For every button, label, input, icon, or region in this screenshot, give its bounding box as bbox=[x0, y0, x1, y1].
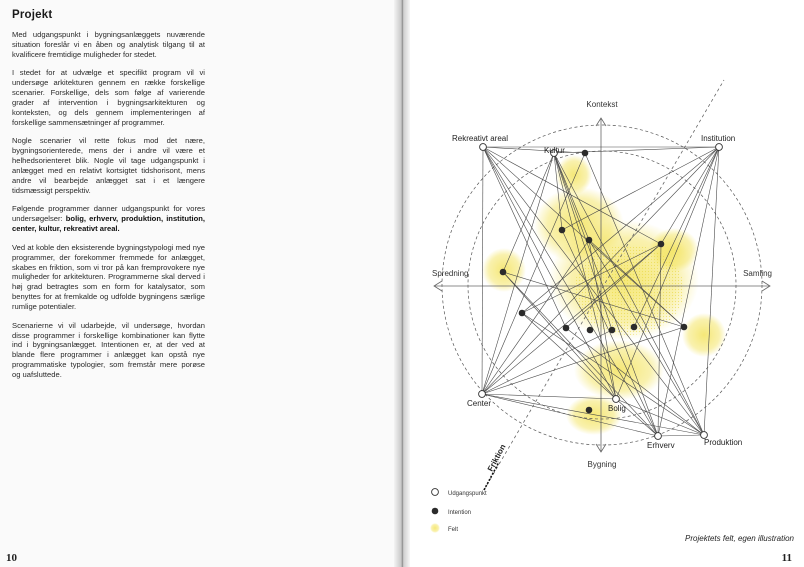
label-center: Center bbox=[467, 399, 492, 408]
intention-dot bbox=[582, 150, 589, 157]
paragraph-4 bbox=[12, 204, 205, 234]
project-field-diagram bbox=[404, 0, 804, 567]
intention-dot bbox=[563, 325, 570, 332]
node-erhverv bbox=[655, 433, 662, 440]
connection-line bbox=[482, 394, 658, 436]
paragraph-6: Scenarierne vi vil udarbejde, vil undersøge, hvordan disse programmer i forskellige kombinationer kan flytte ind i bygningsanlægget. Intentionen er, at der ved at blande flere programmer i anlægget kan opstå nye programmatiske typologier, som fremstår mere porøse og uafsluttede. bbox=[12, 320, 205, 380]
page-number-left: 10 bbox=[6, 552, 17, 564]
label-rekreativt-areal: Rekreativt areal bbox=[452, 134, 509, 143]
intention-dot bbox=[559, 227, 566, 234]
figure-caption: Projektets felt, egen illustration bbox=[685, 534, 794, 543]
intention-dot bbox=[609, 327, 616, 334]
intention-dot bbox=[681, 324, 688, 331]
label-bolig: Bolig bbox=[608, 404, 626, 413]
paragraph-4-intro: Følgende programmer danner udgangspunkt for vores undersøgelser: bbox=[12, 204, 205, 224]
connection-line bbox=[704, 147, 719, 435]
intention-dot bbox=[519, 310, 526, 317]
label-erhverv: Erhverv bbox=[647, 441, 675, 450]
intention-dot bbox=[500, 269, 507, 276]
axis-label-right: Samling bbox=[743, 269, 772, 278]
legend-field-label: Felt bbox=[448, 527, 459, 533]
connection-line bbox=[658, 435, 704, 436]
connection-line bbox=[661, 147, 719, 244]
axis-label-left: Spredning bbox=[432, 269, 469, 278]
intention-dot bbox=[586, 237, 593, 244]
body-text bbox=[12, 30, 205, 389]
axis-label-bottom: Bygning bbox=[587, 460, 617, 469]
program-list: bolig, erhverv, produktion, institution, center, kultur, rekreativt areal. bbox=[12, 214, 206, 234]
paragraph-5: Ved at koble den eksisterende bygningstypologi med nye programmer, der forekommer fremmede for anlægget, skabes en friktion, som vi tror på kan fremprovokere nye muligheder for arkitekturen. Programmerne skal derved i høj grad betragtes som en form for katalysator, som benyttes for at fremkalde og udfolde bygningens særlige rumlige potentialer. bbox=[12, 242, 205, 312]
axis-label-diagonal: Friktion bbox=[485, 442, 508, 473]
label-institution: Institution bbox=[701, 134, 736, 143]
intention-dot bbox=[658, 241, 665, 248]
node-center bbox=[479, 391, 486, 398]
connection-line bbox=[554, 147, 719, 153]
legend-field-icon bbox=[430, 523, 440, 533]
intention-dot bbox=[586, 407, 593, 414]
paragraph-3: Nogle scenarier vil rette fokus mod det nære, bygningsorienterede, mens der i andre vil være et helhedsorienteret blik. Nogle vil tage udgangspunkt i anlægget med en relativt kortsigtet tidshorisont, mens andre vil bearbejde anlægget sat i et længere tidsmæssigt perspektiv. bbox=[12, 136, 205, 195]
connection-line bbox=[483, 147, 585, 153]
node-rekreativt-areal bbox=[480, 144, 487, 151]
legend-intention-icon bbox=[432, 508, 439, 515]
intention-dot bbox=[587, 327, 594, 334]
label-produktion: Produktion bbox=[704, 438, 743, 447]
paragraph-2: I stedet for at udvælge et specifikt program vil vi undersøge arkitekturen gennem en række forskellige scenarier. Forskellige, dels som følge af varierende grader af intervention i bygningsarkitekturen og konteksten, og dels gennem implementeringen af forskellige sammensætninger af programmer. bbox=[12, 68, 205, 127]
page-number-right: 11 bbox=[781, 552, 792, 564]
axis-label-top: Kontekst bbox=[586, 100, 618, 109]
intention-dot bbox=[631, 324, 638, 331]
node-institution bbox=[716, 144, 723, 151]
legend-origin-label: Udgangspunkt bbox=[448, 491, 487, 497]
legend bbox=[430, 489, 487, 533]
label-kultur: Kultur bbox=[544, 146, 565, 155]
node-bolig bbox=[613, 396, 620, 403]
page-title: Projekt bbox=[12, 9, 53, 21]
field-blob bbox=[682, 313, 726, 357]
left-page bbox=[0, 0, 400, 567]
field-blob bbox=[574, 245, 684, 335]
legend-origin-icon bbox=[432, 489, 439, 496]
paragraph-1: Med udgangspunkt i bygningsanlæggets nuværende situation foreslår vi en åben og analytisk tilgang til at kvalificere fremtidige muligheder for stedet. bbox=[12, 30, 205, 59]
legend-intention-label: Intention bbox=[448, 510, 472, 516]
